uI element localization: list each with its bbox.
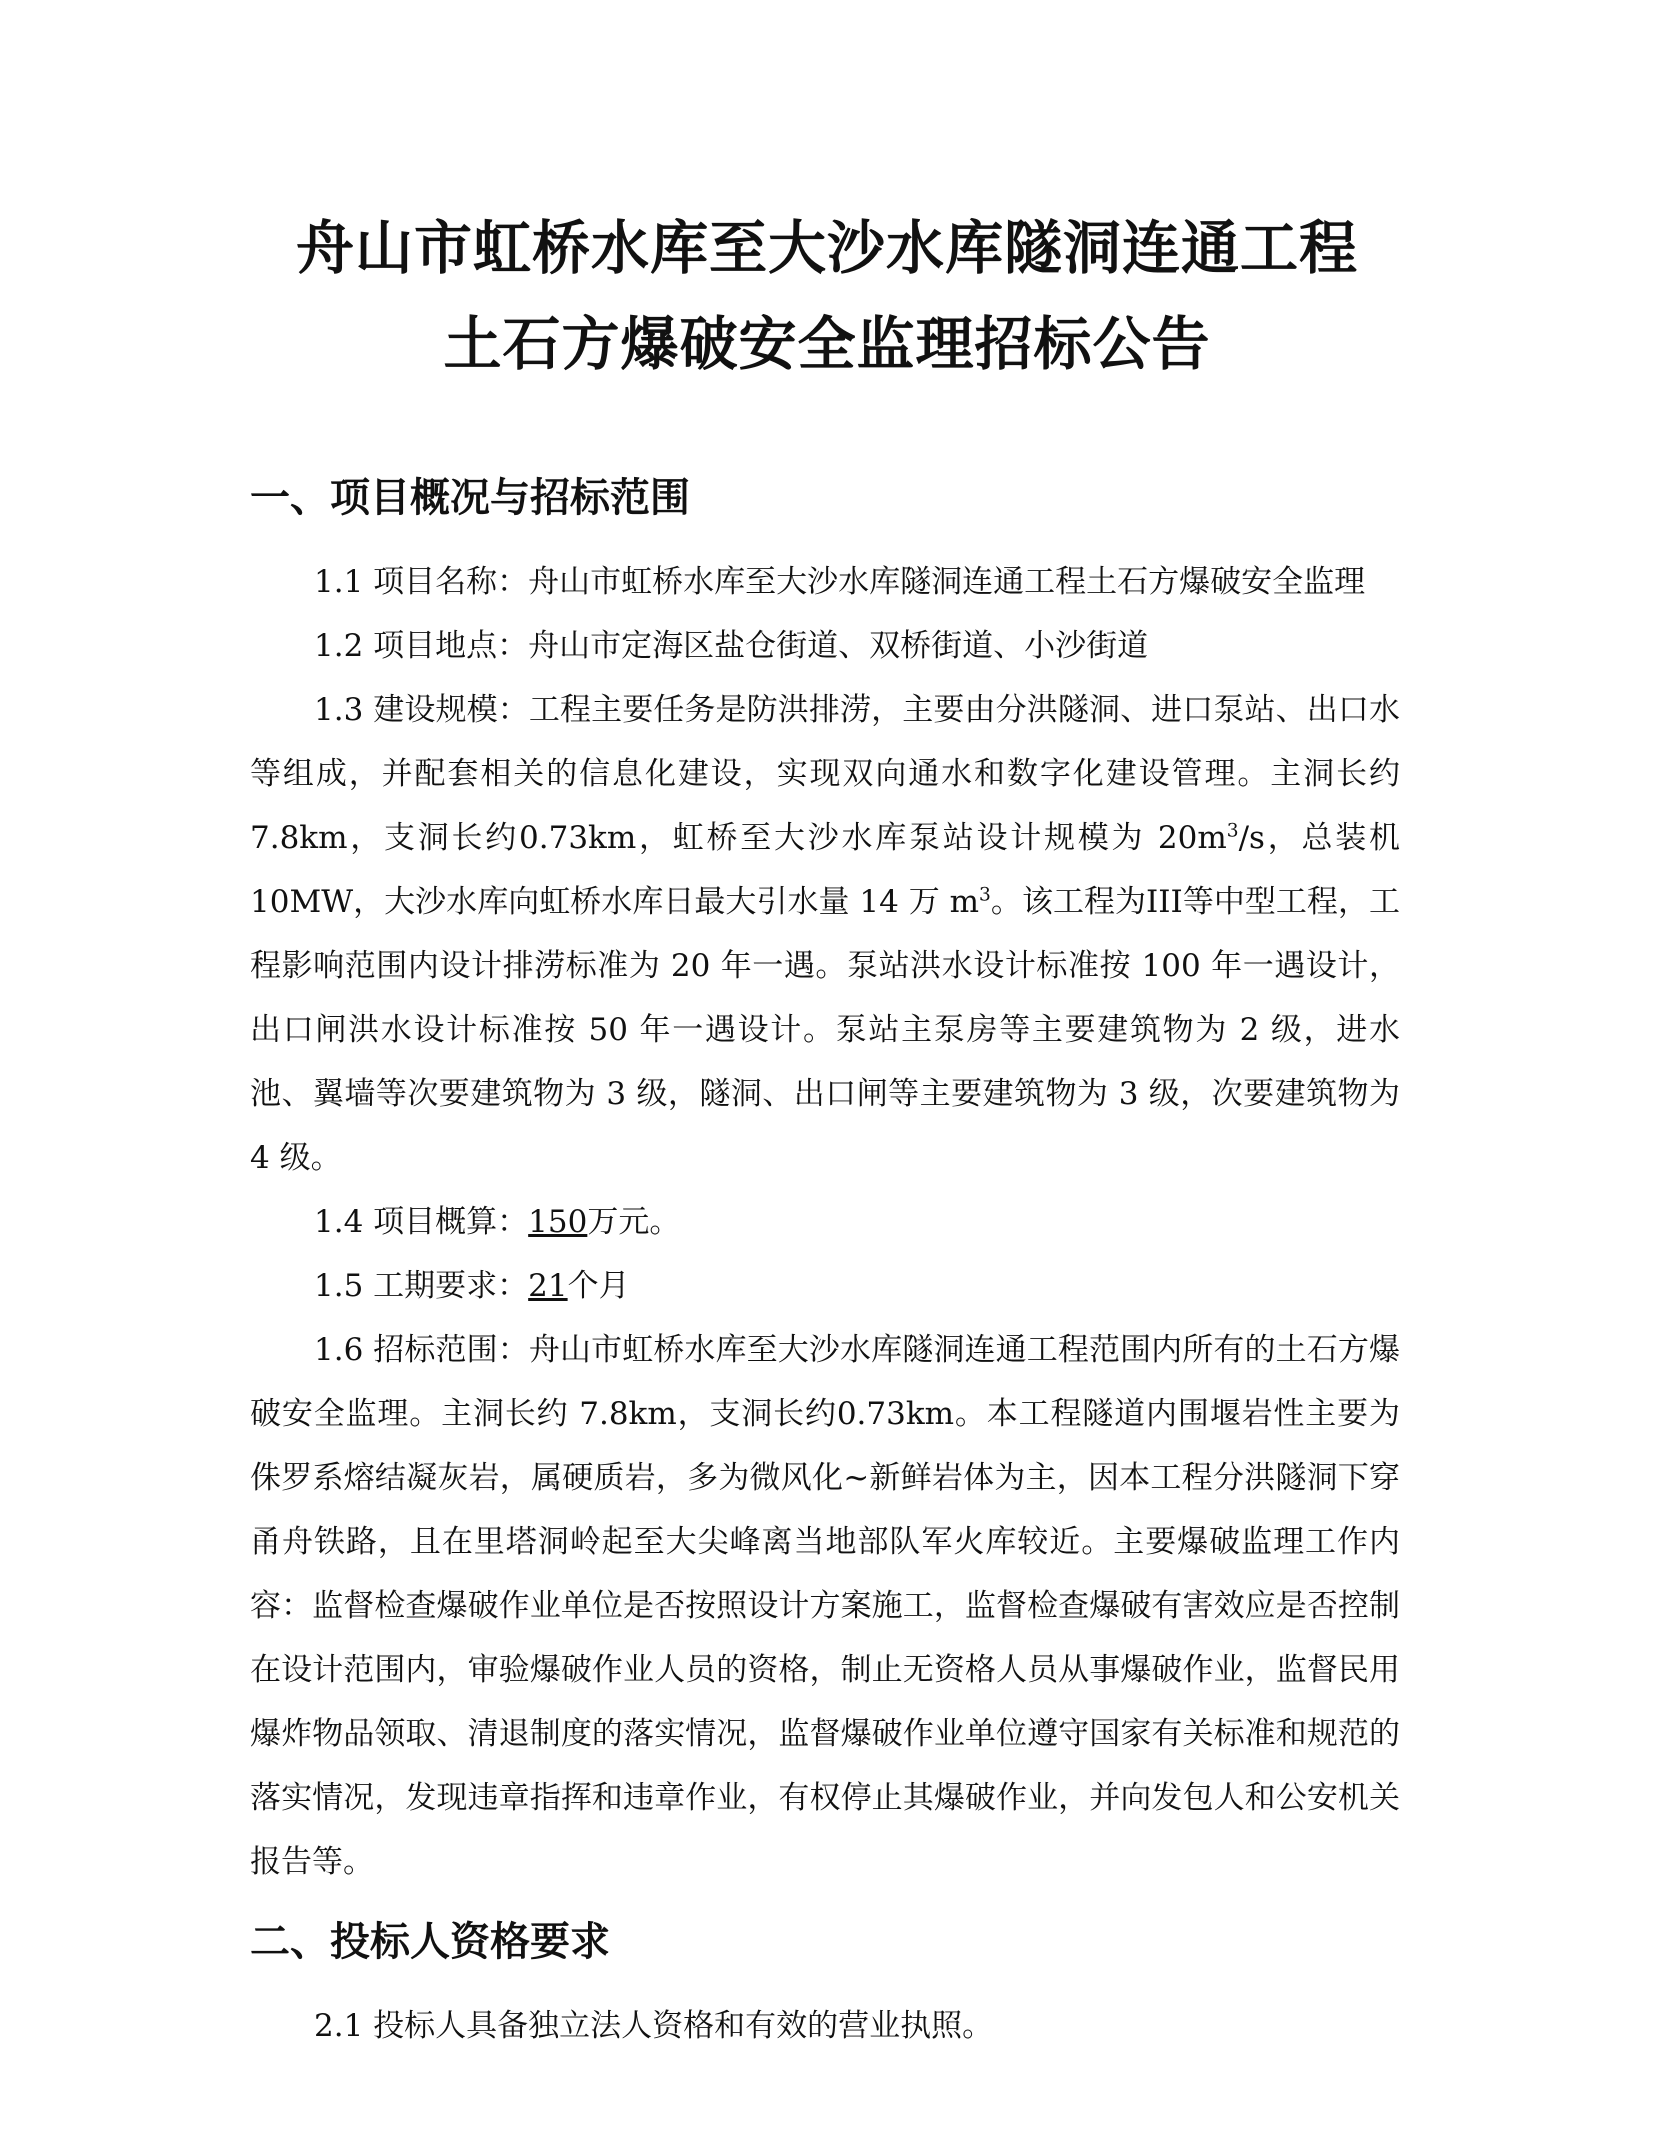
paragraph-1-2: 1.2 项目地点：舟山市定海区盐仓街道、双桥街道、小沙街道	[314, 628, 1149, 664]
paragraph-1-4	[250, 1190, 1400, 1254]
duration-label: 1.5 工期要求：	[314, 1268, 529, 1304]
budget-label: 1.4 项目概算：	[314, 1204, 529, 1240]
paragraph-1-1: 1.1 项目名称：舟山市虹桥水库至大沙水库隧洞连通工程土石方爆破安全监理	[314, 564, 1366, 600]
document-body	[250, 468, 1400, 2058]
title-line-2: 土石方爆破安全监理招标公告	[443, 310, 1211, 378]
superscript-cubed-1: 3	[1226, 820, 1239, 842]
paragraph-1-3-part-a: 1.3 建设规模：工程主要任务是防洪排涝，主要由分洪隧洞、进口泵站、出口水等组成，并配套相关的信息化建设，实现双向通水和数字化建设管理。主洞长约 7.8km，支洞长约0.73km，虹桥至大沙水库泵站设计规模为 20m	[250, 692, 1400, 856]
section-heading-1: 一、项目概况与招标范围	[250, 475, 690, 521]
document-title	[0, 200, 1654, 392]
budget-unit: 万元。	[587, 1204, 681, 1240]
section-heading-2: 二、投标人资格要求	[250, 1919, 610, 1965]
paragraph-1-3-part-b: /s，总装机 10MW，大沙水库向虹桥水库日最大引水量 14 万 m	[250, 820, 1400, 920]
paragraph-1-6: 1.6 招标范围：舟山市虹桥水库至大沙水库隧洞连通工程范围内所有的土石方爆破安全监理。主洞长约 7.8km，支洞长约0.73km。本工程隧道内围堰岩性主要为侏罗系熔结凝灰岩，属硬质岩，多为微风化~新鲜岩体为主，因本工程分洪隧洞下穿甬舟铁路，且在里塔洞岭起至大尖峰离当地部队军火库较近。主要爆破监理工作内容：监督检查爆破作业单位是否按照设计方案施工，监督检查爆破有害效应是否控制在设计范围内，审验爆破作业人员的资格，制止无资格人员从事爆破作业，监督民用爆炸物品领取、清退制度的落实情况，监督爆破作业单位遵守国家有关标准和规范的落实情况，发现违章指挥和违章作业，有权停止其爆破作业，并向发包人和公安机关报告等。	[250, 1332, 1400, 1880]
paragraph-1-3-part-c: 。该工程为III等中型工程，工程影响范围内设计排涝标准为 20 年一遇。泵站洪水设计标准按 100 年一遇设计，出口闸洪水设计标准按 50 年一遇设计。泵站主泵房等主要建筑物为 2 级，进水池、翼墙等次要建筑物为 3 级，隧洞、出口闸等主要建筑物为 3 级，次要建筑物为 4 级。	[250, 884, 1400, 1176]
paragraph-1-3	[250, 678, 1400, 1190]
budget-value: 150	[528, 1204, 588, 1240]
title-line-1: 舟山市虹桥水库至大沙水库隧洞连通工程	[295, 214, 1358, 282]
duration-unit: 个月	[567, 1268, 630, 1304]
duration-value: 21	[528, 1268, 568, 1304]
superscript-cubed-2: 3	[979, 884, 991, 906]
paragraph-1-5	[250, 1254, 1400, 1318]
paragraph-2-1: 2.1 投标人具备独立法人资格和有效的营业执照。	[314, 2008, 994, 2044]
